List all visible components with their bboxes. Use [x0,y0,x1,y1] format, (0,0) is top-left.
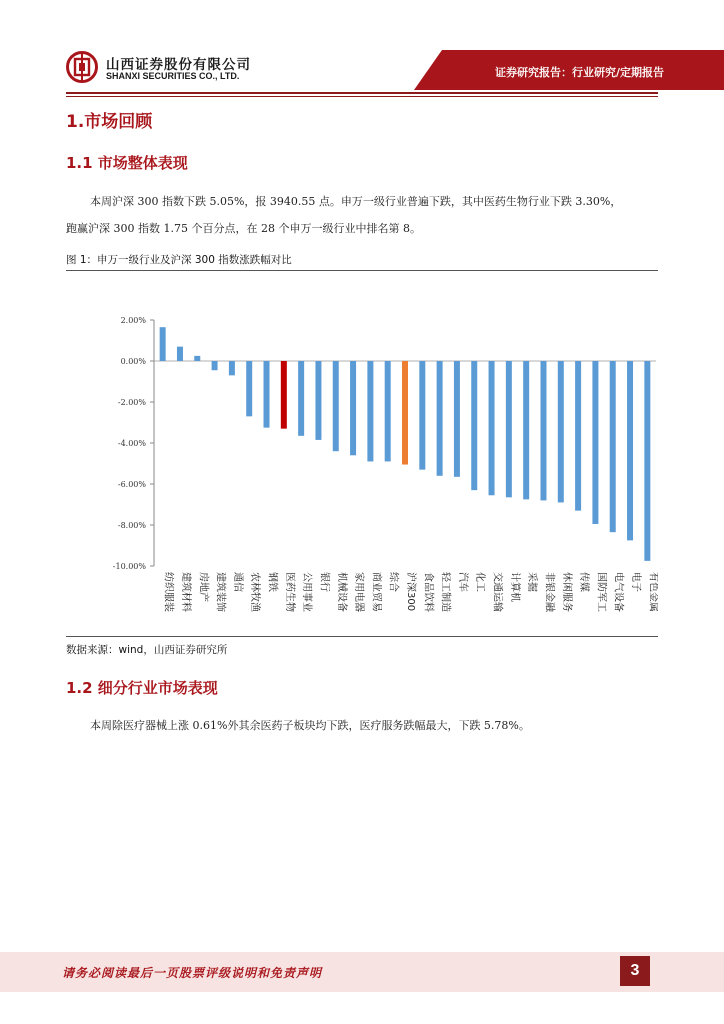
category-label-食品饮料: 食品饮料 [422,572,434,612]
bar-化工 [471,361,477,490]
bar-公用事业 [298,361,304,436]
category-label-房地产: 房地产 [197,572,209,602]
bar-国防军工 [592,361,598,524]
category-label-钢铁: 钢铁 [266,572,278,592]
figure-caption: 图 1：申万一级行业及沪深 300 指数涨跌幅对比 [66,254,292,266]
bar-房地产 [194,356,200,361]
bar-休闲服务 [558,361,564,502]
bar-非银金融 [540,361,546,500]
category-label-农林牧渔: 农林牧渔 [249,572,261,612]
bar-商业贸易 [367,361,373,461]
paragraph-line-1: 本周沪深 300 指数下跌 5.05%，报 3940.55 点。申万一级行业普遍下跌，其中医药生物行业下跌 3.30%， [90,195,622,208]
category-label-建筑材料: 建筑材料 [179,572,191,612]
category-label-轻工制造: 轻工制造 [439,572,451,612]
category-label-纺织服装: 纺织服装 [162,572,174,612]
bar-轻工制造 [437,361,443,476]
category-label-有色金属: 有色金属 [647,572,658,612]
bar-传媒 [575,361,581,511]
y-tick-label: -4.00% [117,439,146,448]
bar-综合 [385,361,391,461]
category-label-化工: 化工 [474,572,486,592]
y-tick-label: -2.00% [117,398,146,407]
industry-change-bar-chart [66,272,658,634]
bar-有色金属 [644,361,650,561]
company-name-cn: 山西证券股份有限公司 [106,57,251,73]
category-label-建筑装饰: 建筑装饰 [214,572,226,612]
bar-电气设备 [610,361,616,532]
overall-performance-paragraph [66,188,662,242]
bar-农林牧渔 [246,361,252,416]
category-label-银行: 银行 [318,572,330,592]
category-label-计算机: 计算机 [508,572,520,602]
company-name-en: SHANXI SECURITIES CO., LTD. [106,71,240,81]
bar-交通运输 [489,361,495,495]
bar-医药生物 [281,361,287,429]
bar-银行 [315,361,321,440]
category-label-公用事业: 公用事业 [301,572,313,612]
category-label-电气设备: 电气设备 [612,572,624,612]
category-label-国防军工: 国防军工 [595,572,607,612]
category-label-采掘: 采掘 [526,572,538,592]
bar-沪深300 [402,361,408,465]
y-tick-label: -6.00% [117,480,146,489]
report-type-label: 证券研究报告：行业研究/定期报告 [494,66,664,79]
section-title-overall-performance: 1.1 市场整体表现 [66,154,188,172]
section-title-subsector-performance: 1.2 细分行业市场表现 [66,679,218,697]
category-label-家用电器: 家用电器 [353,572,365,612]
category-label-沪深300: 沪深300 [405,572,416,612]
category-label-非银金融: 非银金融 [543,572,555,612]
bar-电子 [627,361,633,540]
y-tick-label: -10.00% [112,562,146,571]
bar-食品饮料 [419,361,425,470]
y-tick-label: -8.00% [117,521,146,530]
section-title-market-review: 1.市场回顾 [66,112,153,132]
category-label-电子: 电子 [630,572,642,592]
bar-机械设备 [333,361,339,451]
bar-家用电器 [350,361,356,455]
category-label-传媒: 传媒 [578,572,590,592]
footer-disclaimer: 请务必阅读最后一页股票评级说明和免责声明 [62,966,323,980]
figure-source: 数据来源：wind，山西证券研究所 [66,644,228,656]
bar-钢铁 [264,361,270,428]
bar-计算机 [506,361,512,497]
header-rule-thick [66,92,658,94]
bar-汽车 [454,361,460,477]
shanxi-securities-logo-icon [66,51,98,83]
figure-bottom-rule [66,636,658,637]
category-label-交通运输: 交通运输 [491,572,503,612]
figure-top-rule [66,270,658,271]
page-header [0,0,724,95]
category-label-综合: 综合 [387,572,399,592]
subsector-paragraph: 本周除医疗器械上涨 0.61%外其余医药子板块均下跌，医疗服务跌幅最大，下跌 5.78%。 [90,719,530,732]
y-tick-label: 0.00% [120,357,146,366]
bar-通信 [229,361,235,375]
category-label-休闲服务: 休闲服务 [560,572,572,612]
category-label-通信: 通信 [231,572,243,592]
category-label-汽车: 汽车 [456,572,468,592]
page-number: 3 [620,956,650,986]
category-label-机械设备: 机械设备 [335,572,347,612]
bar-建筑材料 [177,347,183,361]
header-rule-thin [66,96,658,97]
bar-建筑装饰 [212,361,218,370]
bar-采掘 [523,361,529,499]
category-label-商业贸易: 商业贸易 [370,572,382,612]
category-label-医药生物: 医药生物 [283,572,295,612]
y-tick-label: 2.00% [120,316,146,325]
bar-纺织服装 [160,327,166,361]
paragraph-line-2: 跑赢沪深 300 指数 1.75 个百分点，在 28 个申万一级行业中排名第 8。 [66,222,421,235]
